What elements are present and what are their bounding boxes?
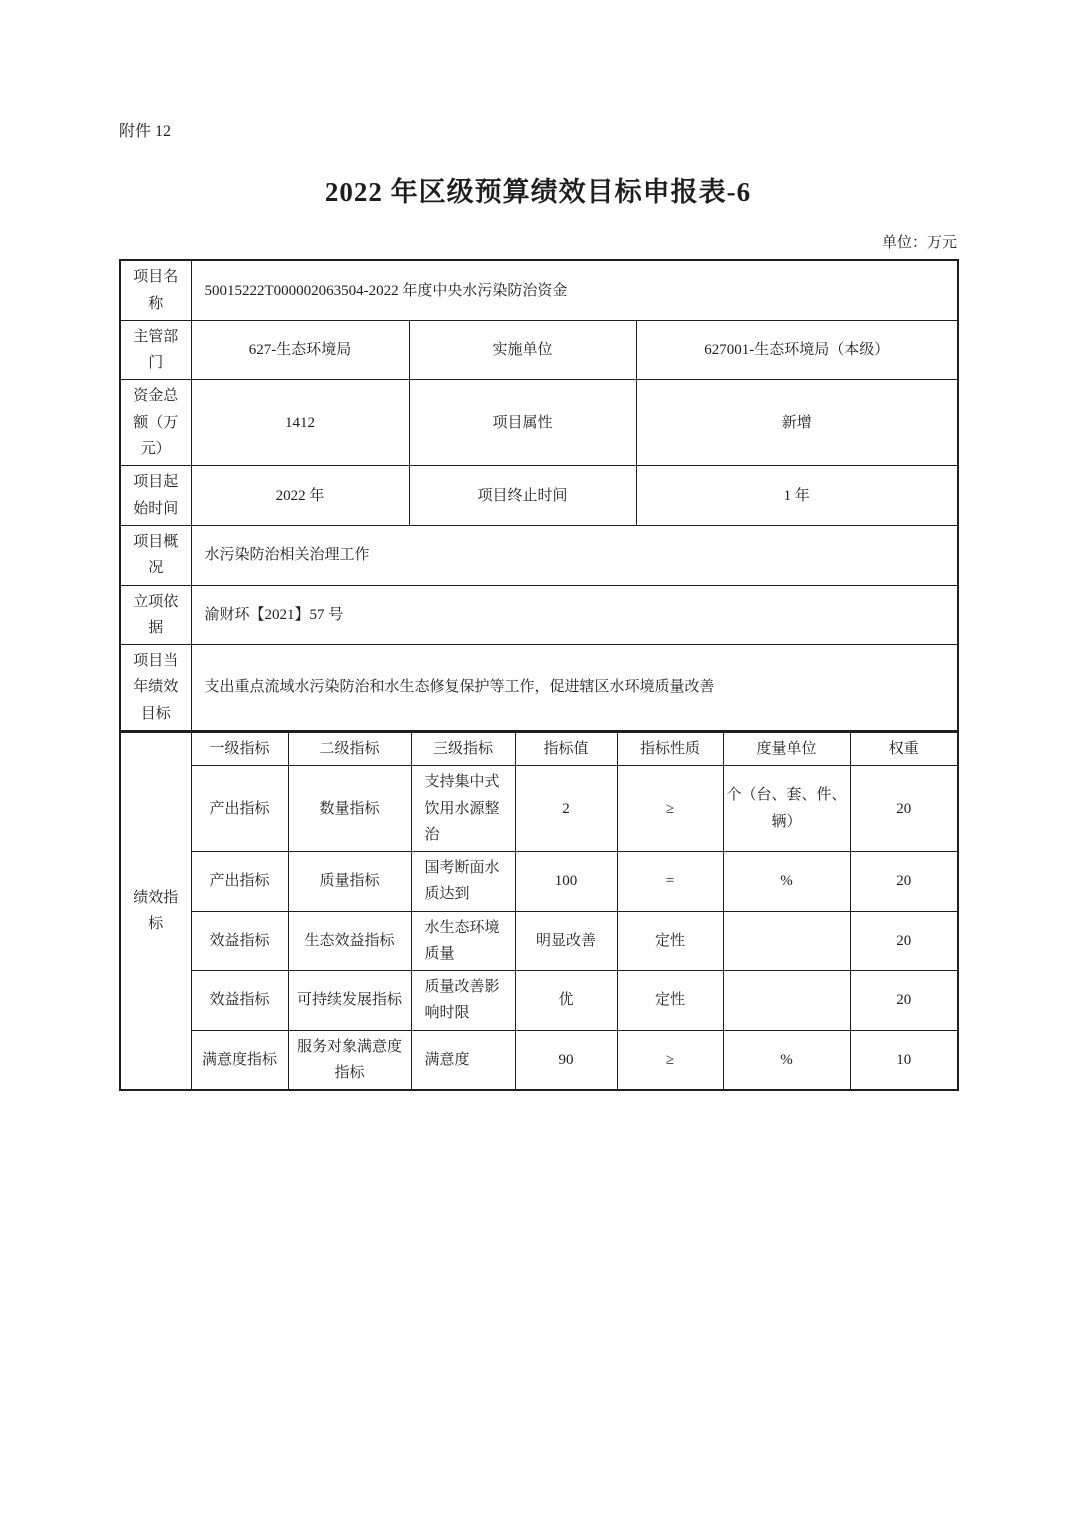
indicator-level3: 水生态环境质量 (411, 911, 515, 971)
info-label-annual-goal: 项目当年绩效目标 (120, 645, 191, 731)
indicator-weight: 20 (850, 911, 958, 971)
indicator-header-value: 指标值 (515, 732, 617, 766)
indicator-header-level1: 一级指标 (191, 732, 288, 766)
indicator-level1: 产出指标 (191, 852, 288, 912)
indicator-level3: 支持集中式饮用水源整治 (411, 766, 515, 852)
indicator-level1: 满意度指标 (191, 1030, 288, 1090)
table-row (120, 380, 958, 466)
indicator-level2: 质量指标 (288, 852, 411, 912)
indicator-value: 2 (515, 766, 617, 852)
info-label-basis: 立项依据 (120, 585, 191, 645)
info-value-implementing-unit: 627001-生态环境局（本级） (636, 320, 958, 380)
indicator-header-weight: 权重 (850, 732, 958, 766)
indicator-row (120, 766, 958, 852)
attachment-label: 附件 12 (119, 123, 172, 140)
info-label-project-name: 项目名称 (120, 260, 191, 320)
indicator-nature: 定性 (617, 971, 723, 1031)
indicators-header-row (120, 732, 958, 766)
info-label-implementing-unit: 实施单位 (409, 320, 636, 380)
indicator-nature: ≥ (617, 1030, 723, 1090)
info-value-basis: 渝财环【2021】57 号 (191, 585, 958, 645)
indicator-header-nature: 指标性质 (617, 732, 723, 766)
indicator-level2: 服务对象满意度指标 (288, 1030, 411, 1090)
info-label-department: 主管部门 (120, 320, 191, 380)
info-value-annual-goal: 支出重点流域水污染防治和水生态修复保护等工作，促进辖区水环境质量改善 (191, 645, 958, 731)
indicators-section-label: 绩效指标 (120, 732, 191, 1090)
indicator-row (120, 911, 958, 971)
info-value-overview: 水污染防治相关治理工作 (191, 526, 958, 586)
table-row (120, 466, 958, 526)
indicator-value: 100 (515, 852, 617, 912)
indicator-nature: ≥ (617, 766, 723, 852)
indicators-table (119, 731, 959, 1091)
indicator-value: 优 (515, 971, 617, 1031)
info-label-start-time: 项目起始时间 (120, 466, 191, 526)
indicator-unit: % (723, 852, 850, 912)
info-value-start-time: 2022 年 (191, 466, 409, 526)
indicator-unit: 个（台、套、件、辆） (723, 766, 850, 852)
indicator-weight: 20 (850, 766, 958, 852)
indicator-level3: 国考断面水质达到 (411, 852, 515, 912)
indicator-value: 明显改善 (515, 911, 617, 971)
indicator-nature: = (617, 852, 723, 912)
unit-note: 单位：万元 (881, 235, 957, 252)
page-title: 2022 年区级预算绩效目标申报表-6 (324, 177, 752, 208)
info-label-total-funds: 资金总额（万元） (120, 380, 191, 466)
table-row (120, 320, 958, 380)
indicator-row (120, 852, 958, 912)
indicator-unit: % (723, 1030, 850, 1090)
table-row (120, 585, 958, 645)
indicator-level3: 满意度 (411, 1030, 515, 1090)
indicator-weight: 20 (850, 852, 958, 912)
indicator-header-unit: 度量单位 (723, 732, 850, 766)
indicator-unit (723, 911, 850, 971)
indicator-nature: 定性 (617, 911, 723, 971)
table-row (120, 526, 958, 586)
table-row (120, 260, 958, 320)
indicator-level1: 效益指标 (191, 911, 288, 971)
info-value-end-time: 1 年 (636, 466, 958, 526)
indicator-header-level2: 二级指标 (288, 732, 411, 766)
indicator-level2: 数量指标 (288, 766, 411, 852)
info-value-project-attribute: 新增 (636, 380, 958, 466)
indicator-weight: 10 (850, 1030, 958, 1090)
indicator-level3: 质量改善影响时限 (411, 971, 515, 1031)
info-label-end-time: 项目终止时间 (409, 466, 636, 526)
indicator-level2: 生态效益指标 (288, 911, 411, 971)
indicator-row (120, 971, 958, 1031)
indicator-unit (723, 971, 850, 1031)
table-row (120, 645, 958, 731)
indicator-level1: 效益指标 (191, 971, 288, 1031)
project-info-table (119, 259, 959, 732)
info-value-project-name: 50015222T000002063504-2022 年度中央水污染防治资金 (191, 260, 958, 320)
document-content (119, 0, 957, 1091)
info-label-overview: 项目概况 (120, 526, 191, 586)
indicator-level2: 可持续发展指标 (288, 971, 411, 1031)
indicator-row (120, 1030, 958, 1090)
info-value-total-funds: 1412 (191, 380, 409, 466)
info-value-department: 627-生态环境局 (191, 320, 409, 380)
indicator-weight: 20 (850, 971, 958, 1031)
indicator-level1: 产出指标 (191, 766, 288, 852)
indicator-header-level3: 三级指标 (411, 732, 515, 766)
indicator-value: 90 (515, 1030, 617, 1090)
info-label-project-attribute: 项目属性 (409, 380, 636, 466)
